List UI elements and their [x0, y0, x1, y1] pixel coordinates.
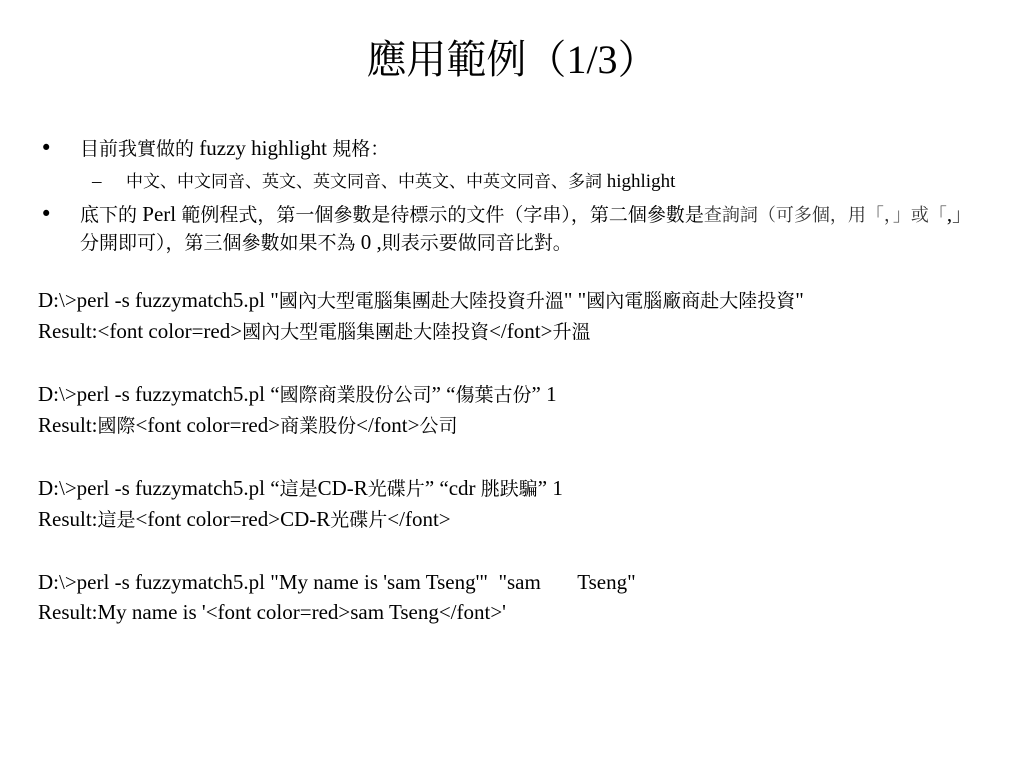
command-text: 這是: [279, 478, 318, 500]
bullet-text: Perl: [137, 202, 182, 226]
bullet-text: 查詢詞（可多個，用「，」或「: [703, 205, 947, 226]
bullet-dot-icon: •: [40, 136, 53, 160]
command-text: 國際商業股份公司: [279, 384, 432, 406]
result-text: <font color=red>CD-R: [135, 507, 331, 531]
result-text: </font>: [387, 507, 451, 531]
command-text: ” “cdr: [424, 476, 481, 500]
sub-bullet-text: 中文、中文同音、英文、英文同音、中英文、中英文同音、多詞: [126, 172, 602, 192]
command-text: 光碟片: [367, 478, 425, 500]
title-text: 應用範例（: [366, 37, 567, 83]
bullet-spec: [38, 135, 978, 163]
command-text: 傷葉古份: [455, 384, 532, 406]
result-text: 光碟片: [330, 509, 388, 531]
result-text: Result:<font color=red>: [38, 319, 243, 343]
bullet-text: 底下的: [80, 204, 138, 226]
title-page-number: 1/3: [566, 37, 618, 82]
command-text: D:\>perl -s fuzzymatch5.pl “: [38, 382, 280, 406]
sub-bullet-dash-icon: –: [92, 171, 102, 192]
example-1-result: [38, 316, 978, 347]
slide-content: [38, 135, 978, 627]
bullet-text: 則表示要做同音比對。: [381, 232, 572, 254]
command-text: ” 1: [531, 382, 557, 406]
bullet-text: 」分開即可），第三個參數如果不為: [80, 204, 972, 254]
result-text: Result:: [38, 413, 98, 437]
bullet-dot-icon: •: [40, 202, 53, 226]
bullet-text: ,: [946, 202, 953, 226]
result-text: 公司: [419, 415, 458, 437]
sub-bullet-spec-list: [38, 169, 978, 195]
example-1-command: [38, 285, 978, 316]
result-text: </font>: [489, 319, 553, 343]
result-text: Result:My name is '<font color=red>sam Tseng</font>': [38, 600, 506, 624]
command-text: 國內大型電腦集團赴大陸投資升溫: [278, 290, 564, 312]
bullet-text: fuzzy highlight: [194, 136, 333, 160]
title-close-paren: ）: [617, 37, 658, 83]
bullet-perl-example: [38, 201, 978, 257]
result-text: 商業股份: [280, 415, 357, 437]
example-2-command: [38, 379, 978, 410]
example-4-result: [38, 597, 978, 627]
command-text: D:\>perl -s fuzzymatch5.pl "My name is 'sam Tseng'" "sam Tseng": [38, 570, 636, 594]
command-text: ” 1: [537, 476, 563, 500]
bullet-text: 目前我實做的: [80, 138, 195, 160]
result-text: 升溫: [552, 321, 591, 343]
command-text: ” “: [431, 382, 456, 406]
command-text: ": [795, 288, 804, 312]
bullet-text: 規格：: [332, 138, 390, 160]
bullet-text: 範例程式，第一個參數是待標示的文件（字串），第二個參數是: [181, 204, 704, 226]
example-2-result: [38, 410, 978, 441]
command-text: 朓趺騙: [480, 478, 538, 500]
result-text: 國際: [97, 415, 136, 437]
command-text: D:\>perl -s fuzzymatch5.pl ": [38, 288, 279, 312]
command-text: " ": [563, 288, 587, 312]
bullet-text: 0 ,: [355, 230, 382, 254]
command-text: D:\>perl -s fuzzymatch5.pl “: [38, 476, 280, 500]
result-text: </font>: [356, 413, 420, 437]
command-text: CD-R: [317, 476, 368, 500]
sub-bullet-text: highlight: [602, 171, 676, 192]
example-3-result: [38, 504, 978, 535]
example-4-command: [38, 567, 978, 597]
result-text: <font color=red>: [135, 413, 281, 437]
example-3-command: [38, 473, 978, 504]
result-text: 這是: [97, 509, 136, 531]
slide-title: [0, 36, 1024, 84]
result-text: 國內大型電腦集團赴大陸投資: [242, 321, 490, 343]
result-text: Result:: [38, 507, 98, 531]
command-text: 國內電腦廠商赴大陸投資: [586, 290, 796, 312]
